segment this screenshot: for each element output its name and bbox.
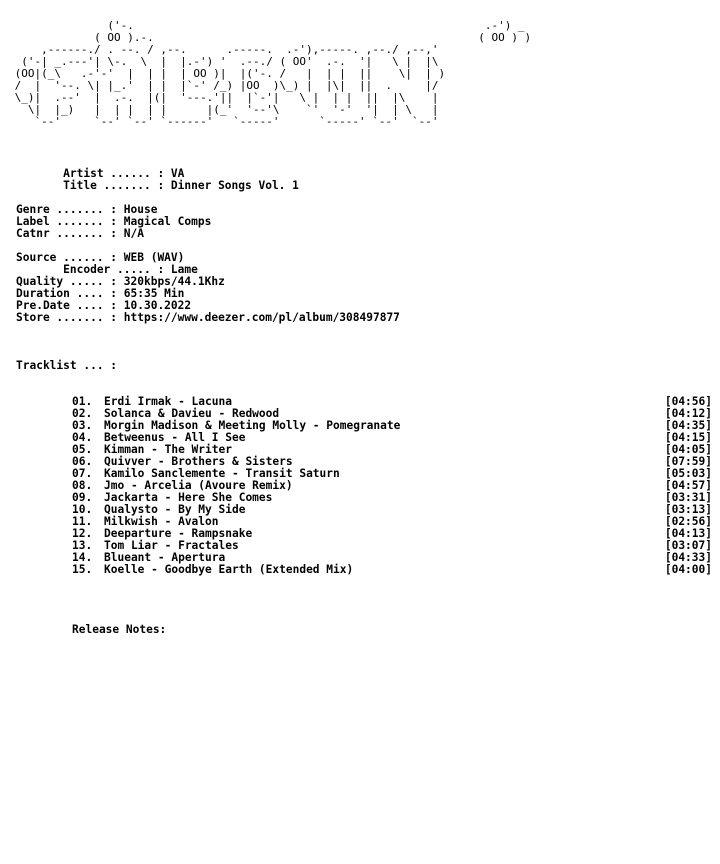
track-number: 05. [72,443,93,456]
artist-line: Artist ...... : VA [16,167,185,180]
track-title: Deeparture - Rampsnake [104,527,253,540]
track-number: 01. [72,395,93,408]
track-title: Qualysto - By My Side [104,503,246,516]
track-title: Jackarta - Here She Comes [104,491,273,504]
label-line: Label ....... : Magical Comps [16,215,212,228]
tracklist-heading: Tracklist ... : [16,359,118,372]
quality-line: Quality ..... : 320kbps/44.1Khz [16,275,225,288]
track-duration: [03:13] [664,503,712,516]
track-row [72,564,712,576]
track-title: Jmo - Arcelia (Avoure Remix) [104,479,293,492]
track-duration: [04:56] [664,395,712,408]
track-number: 09. [72,491,93,504]
release-notes-heading: Release Notes: [72,623,167,636]
track-number: 13. [72,539,93,552]
track-number: 12. [72,527,93,540]
track-duration: [04:57] [664,479,712,492]
track-title: Blueant - Apertura [104,551,226,564]
track-duration: [03:07] [664,539,712,552]
source-line: Source ...... : WEB (WAV) [16,251,185,264]
track-duration: [04:13] [664,527,712,540]
logo-art: ('-. .-') _ ( OO ).-. ( OO ) ) ,------./ . --. / ,--. .-----. .-'),-----. ,--./ ,--,' ('-| _.---'| \-. \ | |.-') ' .--./ ( OO' .-. '| \ | |\ (OO|(_\ .-'-' | | | | OO )| |('-. / | | | || \| | ) / | '--. \| |_.' | | |`-' /_) |OO )\_) | |\| || . |/ \_)| .--' | .-. |(| '---.'|| |`-'| \ | | | || |\ | \| |_) | | | | | |(_' '--'\ `' '-' '| | \ | `--' `--' `--' `------' `-----' `-----' `--' `--' [14,19,532,128]
track-number: 08. [72,479,93,492]
track-number: 15. [72,563,93,576]
catnr-line: Catnr ....... : N/A [16,227,144,240]
genre-line: Genre ....... : House [16,203,158,216]
encoder-line: Encoder ..... : Lame [16,263,198,276]
track-duration: [07:59] [664,455,712,468]
track-title: Betweenus - All I See [104,431,246,444]
title-line: Title ....... : Dinner Songs Vol. 1 [16,179,299,192]
store-line: Store ....... : https://www.deezer.com/pl/album/308497877 [16,311,400,324]
track-title: Morgin Madison & Meeting Molly - Pomegranate [104,419,401,432]
track-number: 10. [72,503,93,516]
track-number: 11. [72,515,93,528]
track-duration: [04:35] [664,419,712,432]
track-number: 02. [72,407,93,420]
track-title: Kimman - The Writer [104,443,232,456]
track-duration: [03:31] [664,491,712,504]
track-number: 03. [72,419,93,432]
falcon-ascii-logo [8,20,548,130]
track-duration: [04:33] [664,551,712,564]
track-title: Koelle - Goodbye Earth (Extended Mix) [104,563,354,576]
track-title: Solanca & Davieu - Redwood [104,407,280,420]
track-duration: [05:03] [664,467,712,480]
predate-line: Pre.Date .... : 10.30.2022 [16,299,192,312]
track-title: Milkwish - Avalon [104,515,219,528]
track-number: 04. [72,431,93,444]
duration-line: Duration .... : 65:35 Min [16,287,185,300]
track-title: Kamilo Sanclemente - Transit Saturn [104,467,340,480]
track-duration: [04:12] [664,407,712,420]
track-duration: [02:56] [664,515,712,528]
track-title: Quivver - Brothers & Sisters [104,455,293,468]
track-number: 14. [72,551,93,564]
track-duration: [04:15] [664,431,712,444]
track-number: 07. [72,467,93,480]
track-title: Tom Liar - Fractales [104,539,239,552]
track-duration: [04:05] [664,443,712,456]
track-duration: [04:00] [664,563,712,576]
track-title: Erdi Irmak - Lacuna [104,395,232,408]
track-number: 06. [72,455,93,468]
